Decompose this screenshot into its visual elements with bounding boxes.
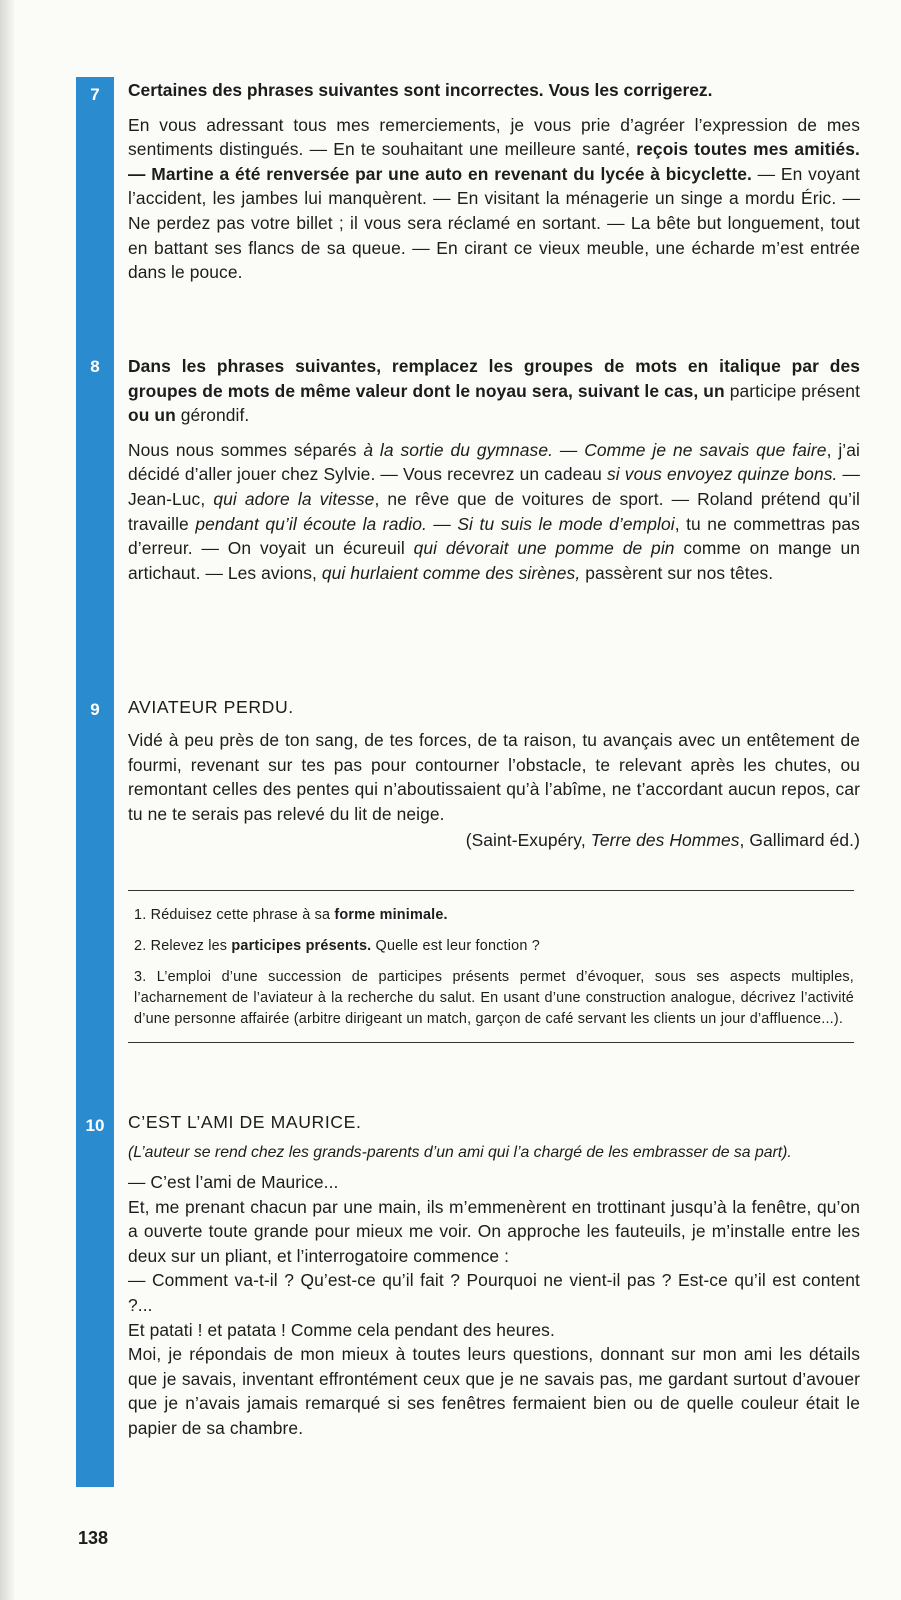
page-number: 138: [78, 1528, 109, 1548]
exercise-9-title: AVIATEUR PERDU.: [128, 697, 294, 717]
exercise-9-citation: [128, 828, 860, 853]
exercise-10: [128, 1110, 860, 1441]
exercise-7: [128, 78, 860, 285]
exercise-10-intro: (L’auteur se rend chez les grands-parents d’un ami qui l’a chargé de les embrasser de sa part).: [128, 1144, 792, 1161]
text-run: gérondif.: [175, 405, 250, 426]
text-run: , ne rêve que de voitures de sport. — Roland prétend qu’il travaille: [128, 488, 860, 534]
italic-run: pendant qu’il écoute la radio. — Si tu suis le mode d’emploi: [195, 513, 675, 534]
exercise-number-7: 7: [90, 85, 100, 104]
bold-run: reçois toutes mes amitiés. — Martine a été renversée par une auto en revenant du lycée à bicyclette.: [128, 139, 860, 184]
bold-run: forme minimale.: [334, 907, 448, 923]
bold-run: ou un: [128, 405, 176, 426]
exercise-7-text: [128, 113, 860, 285]
text-run: participe présent: [724, 380, 860, 401]
italic-run: si vous envoyez quinze bons.: [606, 464, 838, 485]
italic-run: à la sortie du gymnase. — Comme je ne savais que faire: [363, 439, 827, 460]
italic-run: qui adore la vitesse: [213, 488, 375, 509]
exercise-10-line-5: Moi, je répondais de mon mieux à toutes leurs questions, donnant sur mon ami les détails que je savais, inventant effrontément ceux que je ne savais pas, me gardant surtout d’avouer que je n’avais jamais remarqué si ses fenêtres fermaient bien ou de quelle couleur était le papier de sa chambre.: [128, 1344, 860, 1438]
text-run: passèrent sur nos têtes.: [580, 562, 774, 583]
exercise-number-10: 10: [85, 1116, 105, 1135]
exercise-8: [128, 354, 860, 585]
exercise-9-questions: [128, 890, 854, 1043]
text-run: 1. Réduisez cette phrase à sa: [134, 907, 335, 923]
exercise-9: [128, 695, 860, 853]
exercise-10-line-1: — C’est l’ami de Maurice...: [128, 1172, 339, 1192]
exercise-8-text: [128, 438, 860, 586]
text-run: En vous adressant tous mes remerciements, je vous prie d’agréer l’expression de mes sentiments distingués. — En te souhaitant une meilleure santé,: [128, 114, 860, 160]
italic-run: Terre des Hommes: [590, 830, 740, 851]
text-run: , j’ai décidé d’aller jouer chez Sylvie. — Vous recevrez un cadeau: [128, 439, 860, 485]
exercise-number-9: 9: [90, 700, 100, 719]
exercise-10-line-2: Et, me prenant chacun par une main, ils m’emmenèrent en trottinant jusqu’à la fenêtre, qu’on a ouverte toute grande pour mieux me voir. On approche les fauteuils, je m’installe entre les deux sur un pliant, et l’interrogatoire commence :: [128, 1196, 860, 1266]
italic-run: qui dévorait une pomme de pin: [413, 538, 675, 559]
text-run: Nous nous sommes séparés: [128, 439, 364, 460]
question-1: [134, 905, 854, 926]
bold-run: Dans les phrases suivantes, remplacez les groupes de mots en italique par des groupes de mots de même valeur dont le noyau sera, suivant le cas, un: [128, 356, 860, 401]
text-run: comme on mange un artichaut. — Les avions,: [128, 538, 861, 583]
exercise-margin-bar: [76, 77, 114, 1487]
text-run: 2. Relevez les: [134, 938, 232, 954]
text-run: , Gallimard éd.): [739, 830, 860, 851]
text-run: — Jean-Luc,: [128, 464, 860, 509]
question-2: [134, 936, 854, 957]
exercise-10-line-3: — Comment va-t-il ? Qu’est-ce qu’il fait ? Pourquoi ne vient-il pas ? Est-ce qu’il est content ?...: [128, 1270, 860, 1315]
question-3: 3. L’emploi d’une succession de participes présents permet d’évoquer, sous ses aspects multiples, l’acharnement de l’aviateur à la recherche du salut. En usant d’une construction analogue, décrivez l’activité d’une personne affairée (arbitre dirigeant un match, garçon de café servant les clients un jour d’affluence...).: [134, 969, 854, 1027]
exercise-10-title: C’EST L’AMI DE MAURICE.: [128, 1112, 362, 1132]
bold-run: participes présents.: [231, 938, 372, 954]
exercise-7-instruction: Certaines des phrases suivantes sont incorrectes. Vous les corrigerez.: [128, 80, 713, 100]
text-run: , tu ne commettras pas d’erreur. — On voyait un écureuil: [128, 513, 860, 559]
page-edge: [0, 0, 14, 1600]
text-run: — En voyant l’accident, les jambes lui manquèrent. — En visitant la ménagerie un singe a mordu Éric. — Ne perdez pas votre billet ; il vous sera réclamé en sortant. — La bête but longuement, tout en battant ses flancs de sa queue. — En cirant ce vieux meuble, une écharde m’est entrée dans le pouce.: [128, 163, 860, 283]
exercise-8-instruction: [128, 354, 860, 428]
italic-run: qui hurlaient comme des sirènes,: [321, 562, 581, 583]
exercise-number-8: 8: [90, 357, 100, 376]
text-run: (Saint-Exupéry,: [465, 830, 591, 851]
text-run: Quelle est leur fonction ?: [371, 938, 540, 954]
exercise-10-line-4: Et patati ! et patata ! Comme cela pendant des heures.: [128, 1319, 555, 1340]
exercise-9-text: Vidé à peu près de ton sang, de tes forces, de ta raison, tu avançais avec un entêtement de fourmi, revenant sur tes pas pour contourner l’obstacle, te relevant après les chutes, ou remontant celles des pentes qui n’aboutissaient qu’à l’abîme, ne t’accordant aucun repos, car tu ne te serais pas relevé du lit de neige.: [128, 730, 860, 824]
